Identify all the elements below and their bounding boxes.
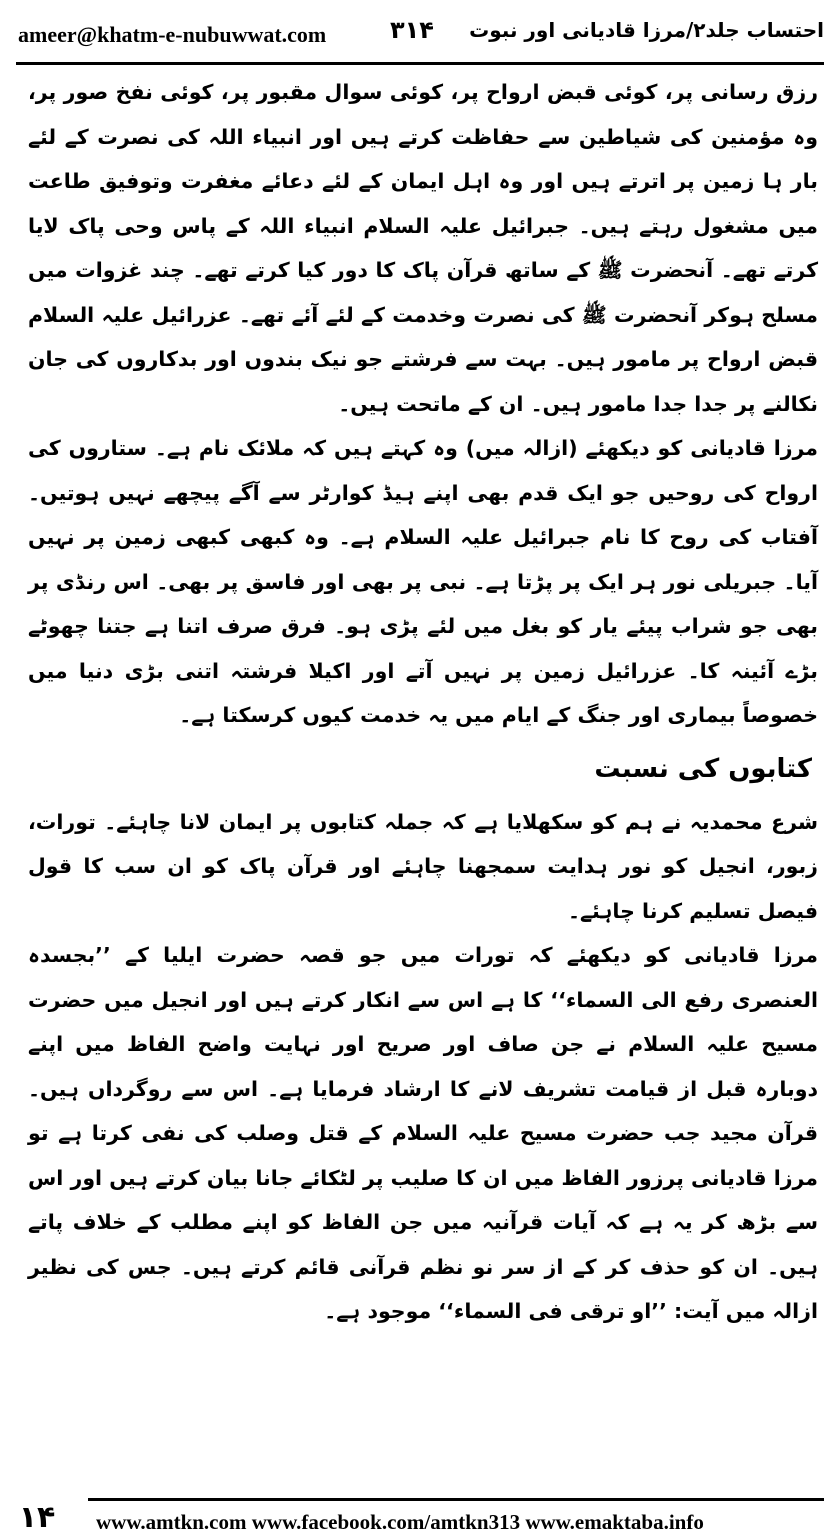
section-heading: کتابوں کی نسبت: [594, 753, 812, 784]
paragraph-books: شرع محمدیہ نے ہم کو سکھلایا ہے کہ جملہ کتابوں پر ایمان لانا چاہئے۔ تورات، زبور، انجیل کو نور ہدایت سمجھنا چاہئے اور قرآن پاک کو ان سب کا قول فیصل تسلیم کرنا چاہئے۔: [28, 809, 818, 923]
header-page-number: ۳۱۴: [390, 16, 434, 44]
page-header: [18, 14, 824, 62]
header-divider: [16, 62, 824, 65]
footer-divider: [88, 1498, 824, 1501]
paragraph-mirza-angels: مرزا قادیانی کو دیکھئے (ازالہ میں) وہ کہتے ہیں کہ ملائک نام ہے۔ ستاروں کی ارواح کی روحیں جو ایک قدم بھی اپنے ہیڈ کوارٹر سے آگے پیچھے نہیں ہوتیں۔ آفتاب کی روح کا نام جبرائیل علیہ السلام ہے۔ وہ کبھی کبھی زمین پر نہیں آیا۔ جبریلی نور ہر ایک پر پڑتا ہے۔ نبی پر بھی اور فاسق پر بھی۔ اس رنڈی پر بھی جو شراب پیئے یار کو بغل میں لئے پڑی ہو۔ فرق صرف اتنا ہے جتنا چھوٹے بڑے آئینہ کا۔ عزرائیل زمین پر نہیں آتے اور اکیلا فرشتہ اتنی بڑی دنیا میں خصوصاً بیماری اور جنگ کے ایام میں یہ خدمت کیوں کرسکتا ہے۔: [28, 436, 818, 727]
header-book-title: احتساب جلد۲/مرزا قادیانی اور نبوت: [469, 18, 824, 42]
paragraph-mirza-books: مرزا قادیانی کو دیکھئے کہ تورات میں جو قصہ حضرت ایلیا کے ’’بجسدہ العنصری رفع الی السماء‘‘ کا ہے اس سے انکار کرتے ہیں اور انجیل میں حضرت مسیح علیہ السلام نے جن صاف اور صریح اور نہایت واضح الفاظ میں اپنے دوبارہ قبل از قیامت تشریف لانے کا ارشاد فرمایا ہے۔ اس سے روگرداں ہیں۔ قرآن مجید جب حضرت مسیح علیہ السلام کے قتل وصلب کی نفی کرتا ہے تو مرزا قادیانی پرزور الفاظ میں ان کا صلیب پر لٹکائے جانا بیان کرتے ہیں اور اس سے بڑھ کر یہ ہے کہ آیات قرآنیہ میں جن الفاظ کو اپنے مطلب کے خلاف پاتے ہیں۔ ان کو حذف کر کے از سر نو نظم قرآنی قائم کرتے ہیں۔ جس کی نظیر ازالہ میں آیت: ’’او ترقی فی السماء‘‘ موجود ہے۔: [28, 943, 818, 1323]
paragraph-angels: رزق رسانی پر، کوئی قبض ارواح پر، کوئی سوال مقبور پر، کوئی نفخ صور پر، وہ مؤمنین کی شیاطین سے حفاظت کرتے ہیں اور انبیاء اللہ کی نصرت کے لئے بار ہا زمین پر اترتے ہیں اور وہ اہل ایمان کے لئے دعائے مغفرت وتوفیق طاعت میں مشغول رہتے ہیں۔ جبرائیل علیہ السلام انبیاء اللہ کے پاس وحی پاک لایا کرتے تھے۔ آنحضرت ﷺ کے ساتھ قرآن پاک کا دور کیا کرتے تھے۔ چند غزوات میں مسلح ہوکر آنحضرت ﷺ کی نصرت وخدمت کے لئے آئے تھے۔ عزرائیل علیہ السلام قبض ارواح پر مامور ہیں۔ بہت سے فرشتے جو نیک بندوں اور بدکاروں کی جان نکالنے پر جدا جدا مامور ہیں۔ ان کے ماتحت ہیں۔: [28, 80, 818, 416]
footer-urls: www.amtkn.com www.facebook.com/amtkn313 www.emaktaba.info: [96, 1508, 824, 1536]
page-body: [28, 70, 818, 1334]
page-footer: [0, 1494, 840, 1540]
header-email: ameer@khatm-e-nubuwwat.com: [18, 22, 327, 47]
footer-page-number: ۱۴: [0, 1494, 74, 1540]
